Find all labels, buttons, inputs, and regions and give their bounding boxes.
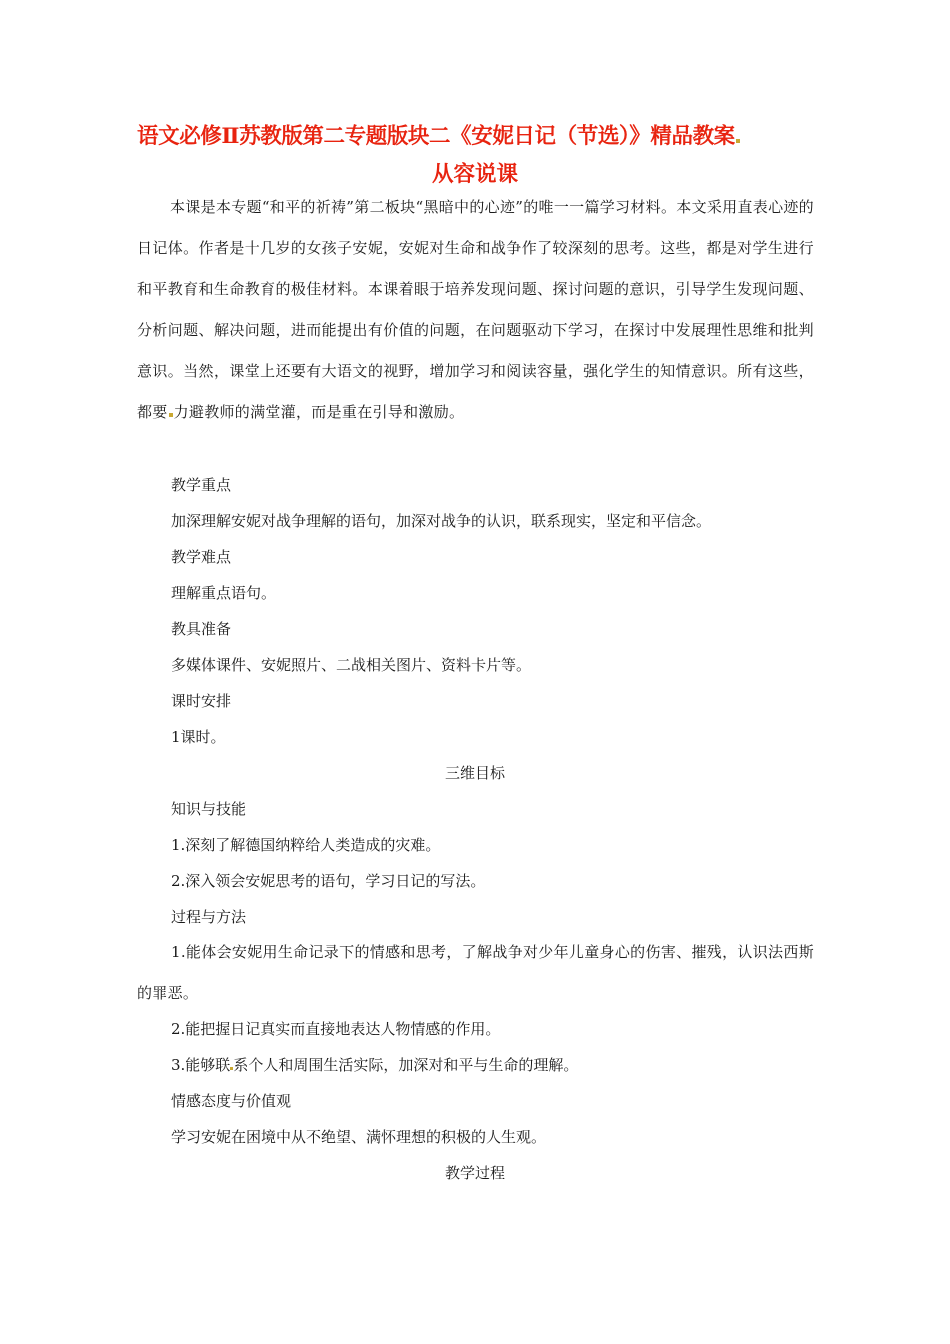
schedule-text: 1课时。 [171, 728, 226, 746]
process-item-1: 1.能体会安妮用生命记录下的情感和思考，了解战争对少年儿童身心的伤害、摧残，认识法西斯的罪恶。 [137, 943, 814, 1002]
key-points-heading: 教学重点 [171, 476, 232, 494]
document-title [137, 122, 817, 152]
attitude-text: 学习安妮在困境中从不绝望、满怀理想的积极的人生观。 [171, 1128, 547, 1146]
marker-dot-icon [169, 413, 173, 417]
materials-heading: 教具准备 [171, 620, 232, 638]
knowledge-heading: 知识与技能 [171, 800, 247, 818]
process-item-2: 2.能把握日记真实而直接地表达人物情感的作用。 [171, 1020, 501, 1038]
process-item-3 [171, 1053, 578, 1077]
difficulties-heading: 教学难点 [171, 548, 232, 566]
marker-dot-icon [736, 139, 740, 143]
schedule-heading: 课时安排 [171, 692, 232, 710]
difficulties-text: 理解重点语句。 [171, 584, 277, 602]
intro-text-part1: 本课是本专题“和平的祈祷”第二板块“黑暗中的心迹”的唯一一篇学习材料。本文采用直表心迹的日记体。作者是十几岁的女孩子安妮，安妮对生命和战争作了较深刻的思考。这些，都是对学生进行和平教育和生命教育的极佳材料。本课着眼于培养发现问题、探讨问题的意识，引导学生发现问题、分析问题、解决问题，进而能提出有价值的问题，在问题驱动下学习，在探讨中发展理性思维和批判意识。当然，课堂上还要有大语文的视野，增加学习和阅读容量，强化学生的知情意识。所有这些，都要 [137, 198, 814, 421]
knowledge-item-2: 2.深入领会安妮思考的语句，学习日记的写法。 [171, 872, 486, 890]
intro-paragraph [137, 187, 814, 433]
teaching-process-heading: 教学过程 [444, 1164, 505, 1182]
materials-text: 多媒体课件、安妮照片、二战相关图片、资料卡片等。 [171, 656, 532, 674]
document-subtitle: 从容说课 [431, 162, 518, 187]
knowledge-item-1: 1.深刻了解德国纳粹给人类造成的灾难。 [171, 836, 441, 854]
document-title-text: 语文必修Ⅱ苏教版第二专题版块二《安妮日记（节选）》精品教案 [137, 124, 735, 149]
key-points-text: 加深理解安妮对战争理解的语句，加深对战争的认识，联系现实，坚定和平信念。 [171, 512, 712, 530]
process-item-3-part2: 系个人和周围生活实际，加深对和平与生命的理解。 [233, 1056, 579, 1074]
intro-text-part2: 力避教师的满堂灌，而是重在引导和激励。 [173, 403, 465, 421]
process-item-3-part1: 3.能够联 [171, 1056, 231, 1074]
attitude-heading: 情感态度与价值观 [171, 1092, 292, 1110]
process-heading: 过程与方法 [171, 908, 247, 926]
objectives-heading: 三维目标 [444, 764, 505, 782]
